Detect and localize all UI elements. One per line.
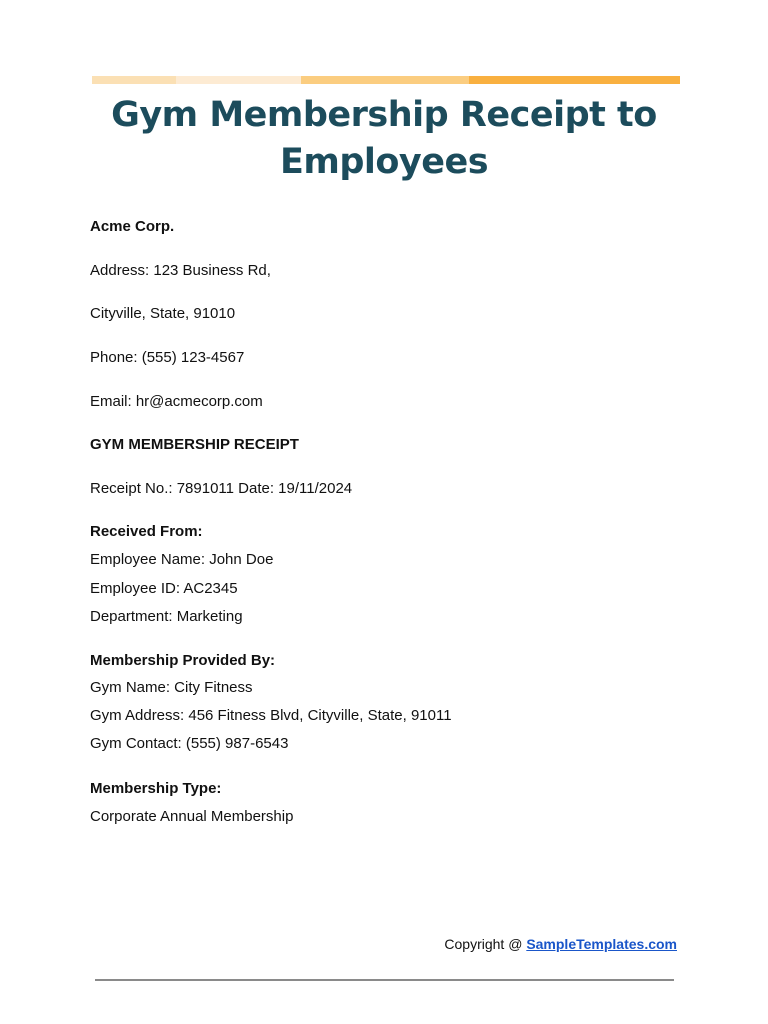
receipt-heading: GYM MEMBERSHIP RECEIPT <box>90 436 299 453</box>
employee-id: Employee ID: AC2345 <box>90 580 238 597</box>
copyright-prefix: Copyright @ <box>444 936 527 952</box>
company-name: Acme Corp. <box>90 218 175 235</box>
membership-type-value: Corporate Annual Membership <box>90 808 294 825</box>
copyright-notice <box>444 934 677 954</box>
provided-by-heading: Membership Provided By: <box>90 652 276 669</box>
employee-name: Employee Name: John Doe <box>90 551 274 568</box>
employee-department: Department: Marketing <box>90 608 243 625</box>
page-title: Gym Membership Receipt to Employees <box>111 95 657 182</box>
sampletemplates-link[interactable]: SampleTemplates.com <box>526 936 677 952</box>
membership-type-heading: Membership Type: <box>90 780 222 797</box>
gym-contact: Gym Contact: (555) 987-6543 <box>90 735 289 752</box>
company-phone: Phone: (555) 123-4567 <box>90 349 245 366</box>
accent-bar-segment <box>176 76 301 84</box>
received-from-heading: Received From: <box>90 523 203 540</box>
accent-bar-segment <box>469 76 680 84</box>
gym-address: Gym Address: 456 Fitness Blvd, Cityville, State, 91011 <box>90 707 452 724</box>
company-address-line2: Cityville, State, 91010 <box>90 305 236 322</box>
gym-name: Gym Name: City Fitness <box>90 679 253 696</box>
company-address-line1: Address: 123 Business Rd, <box>90 262 271 279</box>
receipt-info: Receipt No.: 7891011 Date: 19/11/2024 <box>90 480 353 497</box>
accent-bar-segment <box>92 76 176 84</box>
header-accent-bar <box>92 76 680 84</box>
footer-divider <box>95 979 674 981</box>
company-email: Email: hr@acmecorp.com <box>90 393 263 410</box>
accent-bar-segment <box>301 76 469 84</box>
